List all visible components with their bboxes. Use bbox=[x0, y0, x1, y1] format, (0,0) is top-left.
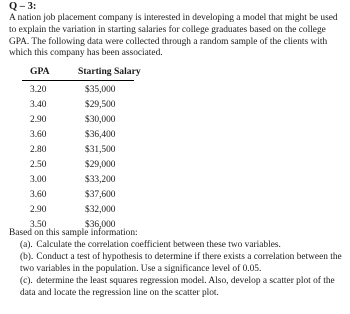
question-intro: A nation job placement company is interested in developing a model that might be used to explain the variation in starting salaries for college graduates based on the college GPA. The following data were collected through a random sample of the clients with which this company has been associated. bbox=[9, 13, 338, 59]
salary-cell: $30,000 bbox=[85, 115, 116, 125]
table-row bbox=[22, 175, 142, 187]
table-row bbox=[22, 145, 142, 157]
gpa-cell: 3.40 bbox=[30, 100, 47, 110]
gpa-cell: 2.80 bbox=[30, 145, 47, 155]
salary-cell: $31,500 bbox=[85, 145, 116, 155]
table-header-gpa: GPA bbox=[30, 66, 50, 77]
instruction-item-c bbox=[20, 276, 348, 300]
question-title: Q – 3: bbox=[9, 1, 37, 12]
salary-cell: $33,200 bbox=[85, 175, 116, 185]
instruction-item-b bbox=[20, 252, 348, 276]
instruction-item-a bbox=[20, 240, 348, 252]
salary-cell: $35,000 bbox=[85, 85, 116, 95]
salary-cell: $29,000 bbox=[85, 160, 116, 170]
salary-cell: $36,000 bbox=[85, 220, 116, 230]
table-header-starting-salary: Starting Salary bbox=[78, 66, 141, 77]
item-label: (c). bbox=[20, 276, 33, 286]
gpa-cell: 3.60 bbox=[30, 130, 47, 140]
gpa-cell: 2.90 bbox=[30, 205, 47, 215]
table-row bbox=[22, 205, 142, 217]
table-header-divider bbox=[22, 80, 134, 81]
table-row bbox=[22, 115, 142, 127]
table-row bbox=[22, 190, 142, 202]
item-text: determine the least squares regression model. Also, develop a scatter plot of the data and locate the regression line on the scatter plot. bbox=[20, 276, 335, 298]
table-row bbox=[22, 160, 142, 172]
gpa-cell: 3.60 bbox=[30, 190, 47, 200]
item-label: (b). bbox=[20, 252, 34, 262]
salary-cell: $29,500 bbox=[85, 100, 116, 110]
gpa-cell: 3.50 bbox=[30, 220, 47, 230]
item-text: Calculate the correlation coefficient between these two variables. bbox=[36, 240, 281, 250]
gpa-cell: 2.50 bbox=[30, 160, 47, 170]
table-row bbox=[22, 85, 142, 97]
salary-cell: $36,400 bbox=[85, 130, 116, 140]
instructions-lead: Based on this sample information: bbox=[9, 228, 138, 238]
item-text: Conduct a test of hypothesis to determine if there exists a correlation between the two variables in the population. Use a significance level of 0.05. bbox=[20, 252, 342, 274]
salary-cell: $32,000 bbox=[85, 205, 116, 215]
item-label: (a). bbox=[20, 240, 33, 250]
gpa-cell: 2.90 bbox=[30, 115, 47, 125]
gpa-cell: 3.00 bbox=[30, 175, 47, 185]
table-row bbox=[22, 100, 142, 112]
table-row bbox=[22, 130, 142, 142]
salary-cell: $37,600 bbox=[85, 190, 116, 200]
gpa-cell: 3.20 bbox=[30, 85, 47, 95]
